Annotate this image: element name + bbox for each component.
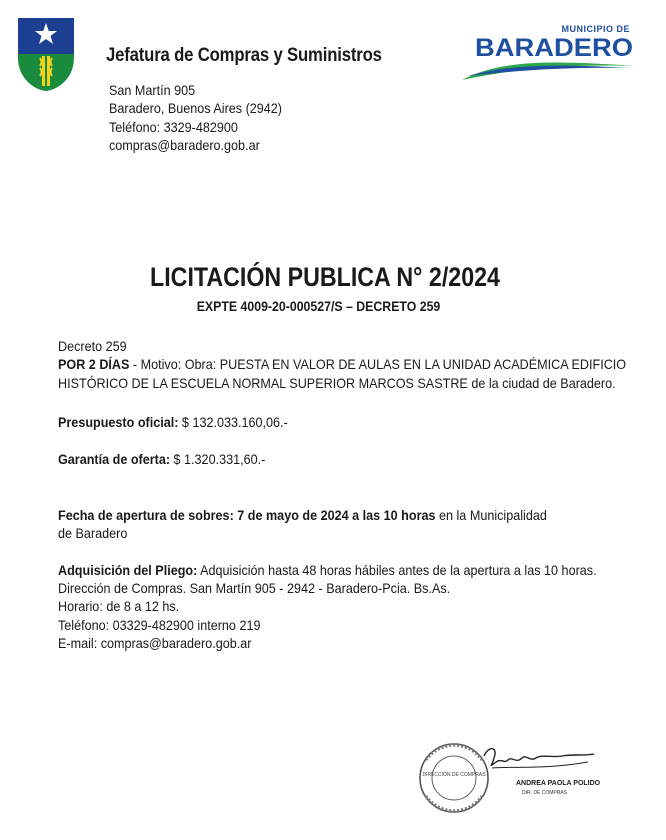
budget-label: Presupuesto oficial: xyxy=(58,414,179,430)
page-title: LICITACIÓN PUBLICA N° 2/2024 xyxy=(150,262,500,292)
opening-place: en la Municipalidad xyxy=(435,507,547,523)
guarantee-value: $ 1.320.331,60.- xyxy=(170,451,266,467)
address-email: compras@baradero.gob.ar xyxy=(109,137,260,153)
opening-line-2: de Baradero xyxy=(58,525,128,541)
logo-name-text: BARADERO xyxy=(475,34,633,62)
address-street: San Martín 905 xyxy=(109,82,196,98)
motive-line-2: HISTÓRICO DE LA ESCUELA NORMAL SUPERIOR MARCOS SASTRE de la ciudad de Baradero. xyxy=(58,375,616,391)
pliego-hours: Horario: de 8 a 12 hs. xyxy=(58,598,180,614)
pliego-email: E-mail: compras@baradero.gob.ar xyxy=(58,635,252,651)
days-label: POR 2 DÍAS xyxy=(58,356,130,372)
expediente-subtitle: EXPTE 4009-20-000527/S – DECRETO 259 xyxy=(196,298,441,314)
guarantee-line xyxy=(58,451,265,467)
pliego-address: Dirección de Compras. San Martín 905 - 2942 - Baradero-Pcia. Bs.As. xyxy=(58,580,451,596)
pliego-line xyxy=(58,562,597,578)
signature-stamp xyxy=(412,738,612,820)
logo-top-text: MUNICIPIO DE xyxy=(561,24,630,34)
signatory-name: ANDREA PAOLA POLIDO xyxy=(516,780,601,787)
opening-label: Fecha de apertura de sobres: xyxy=(58,507,234,523)
org-name: Jefatura de Compras y Suministros xyxy=(106,45,382,66)
pliego-phone: Teléfono: 03329-482900 interno 219 xyxy=(58,617,261,633)
address-phone: Teléfono: 3329-482900 xyxy=(109,119,238,135)
opening-date: 7 de mayo de 2024 a las 10 horas xyxy=(233,507,436,523)
province-shield-icon xyxy=(16,14,76,92)
address-city: Baradero, Buenos Aires (2942) xyxy=(109,100,283,116)
baradero-logo xyxy=(460,20,640,84)
motive-text: - Motivo: Obra: PUESTA EN VALOR DE AULAS EN LA UNIDAD ACADÉMICA EDIFICIO xyxy=(129,356,627,372)
budget-value: $ 132.033.160,06.- xyxy=(178,414,288,430)
pliego-text: Adquisición hasta 48 horas hábiles antes de la apertura a las 10 horas. xyxy=(197,562,597,578)
opening-line xyxy=(58,507,547,523)
pliego-label: Adquisición del Pliego: xyxy=(58,562,198,578)
budget-line xyxy=(58,414,288,430)
decree-line: Decreto 259 xyxy=(58,338,127,354)
motive-line xyxy=(58,356,626,372)
stamp-text: DIRECCIÓN DE COMPRAS xyxy=(422,772,486,778)
signatory-role: DIR. DE COMPRAS xyxy=(522,790,568,796)
guarantee-label: Garantía de oferta: xyxy=(58,451,171,467)
